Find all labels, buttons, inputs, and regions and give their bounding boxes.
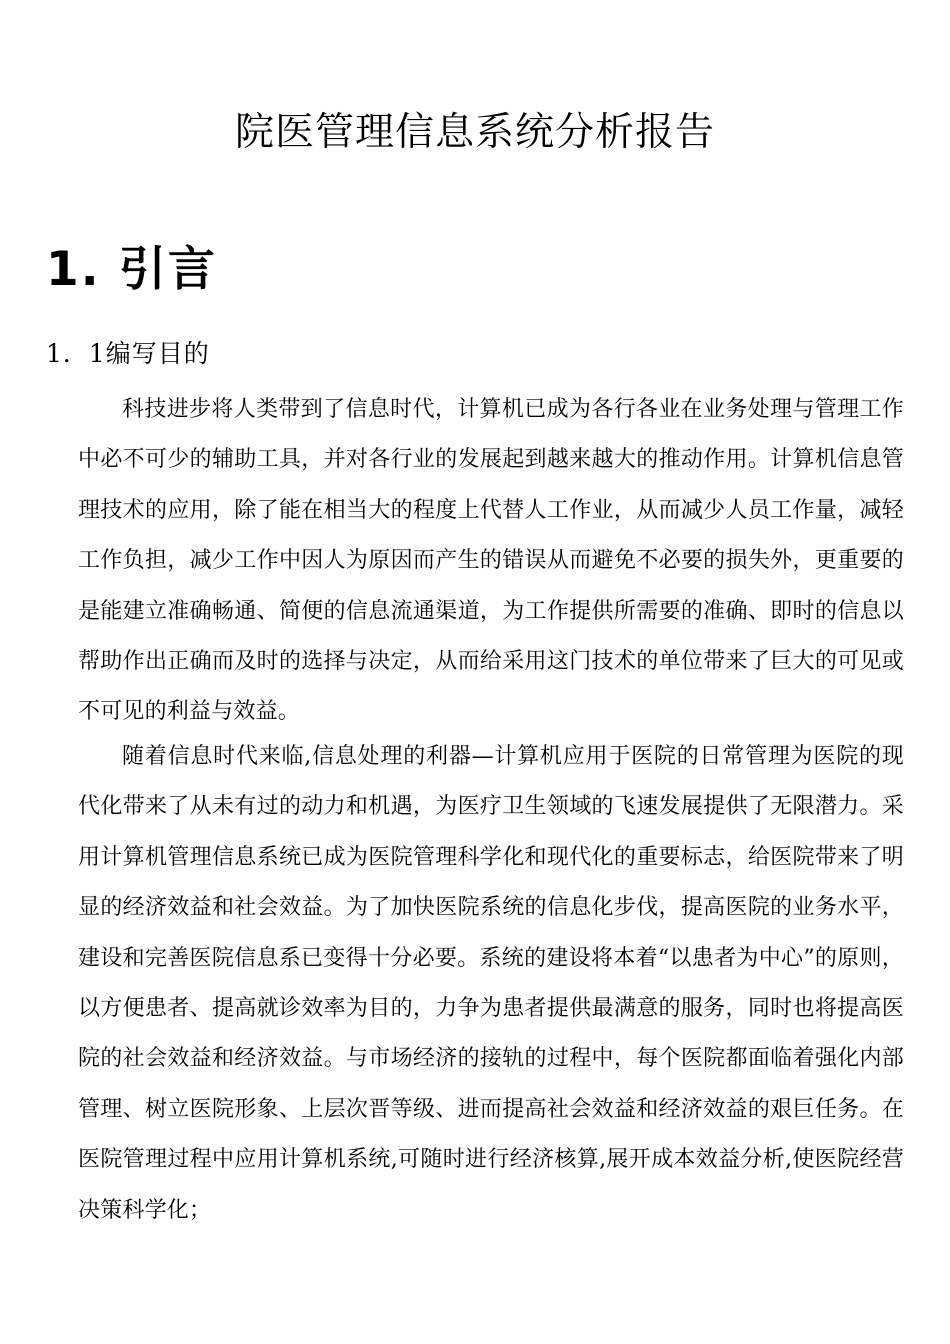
- document-title: 院医管理信息系统分析报告: [234, 110, 715, 155]
- section-heading-introduction: 1. 引言: [46, 242, 217, 297]
- body-paragraph: 随着信息时代来临,信息处理的利器—计算机应用于医院的日常管理为医院的现代化带来了从未有过的动力和机遇，为医疗卫生领域的飞速发展提供了无限潜力。采用计算机管理信息系统已成为医院管理科学化和现代化的重要标志，给医院带来了明显的经济效益和社会效益。为了加快医院系统的信息化步伐，提高医院的业务水平，建设和完善医院信息系已变得十分必要。系统的建设将本着“以患者为中心”的原则，以方便患者、提高就诊效率为目的，力争为患者提供最满意的服务，同时也将提高医院的社会效益和经济效益。与市场经济的接轨的过程中，每个医院都面临着强化内部管理、树立医院形象、上层次晋等级、进而提高社会效益和经济效益的艰巨任务。在医院管理过程中应用计算机系统,可随时进行经济核算,展开成本效益分析,使医院经营决策科学化；: [78, 744, 904, 1223]
- body-paragraph: 科技进步将人类带到了信息时代，计算机已成为各行各业在业务处理与管理工作中必不可少的辅助工具，并对各行业的发展起到越来越大的推动作用。计算机信息管理技术的应用，除了能在相当大的程度上代替人工作业，从而减少人员工作量，减轻工作负担，减少工作中因人为原因而产生的错误从而避免不必要的损失外，更重要的是能建立准确畅通、简便的信息流通渠道，为工作提供所需要的准确、即时的信息以帮助作出正确而及时的选择与决定，从而给采用这门技术的单位带来了巨大的可见或不可见的利益与效益。: [78, 397, 904, 725]
- subsection-heading-purpose: 1．1编写目的: [46, 339, 210, 368]
